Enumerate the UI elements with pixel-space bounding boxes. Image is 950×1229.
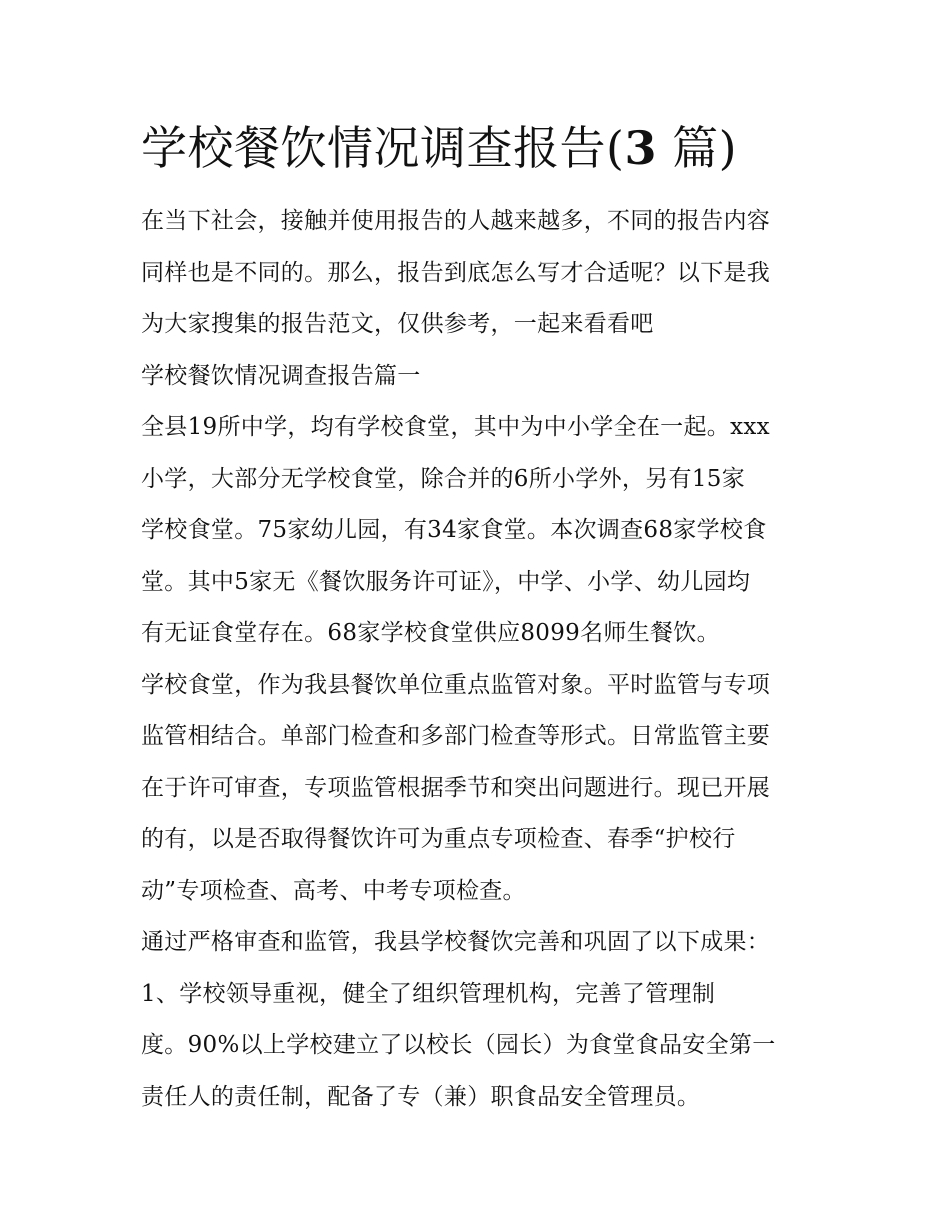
text-line: 学校食堂。75家幼儿园，有34家食堂。本次调查68家学校食 (141, 517, 767, 543)
text-line: 1、学校领导重视，健全了组织管理机构，完善了管理制 (141, 980, 716, 1007)
title-paren-open: ( (606, 121, 625, 175)
text-line: 在于许可审查，专项监管根据季节和突出问题进行。现已开展 (141, 774, 771, 801)
section-heading: 学校餐饮情况调查报告篇一 (141, 362, 421, 389)
text-line: 度。90%以上学校建立了以校长（园长）为食堂食品安全第一 (141, 1032, 776, 1058)
document-body (141, 112, 841, 1123)
title-number: 3 (624, 121, 657, 175)
text-line: 监管相结合。单部门检查和多部门检查等形式。日常监管主要 (141, 723, 771, 749)
title-main: 学校餐饮情况调查报告 (141, 121, 606, 175)
text-line: 学校食堂，作为我县餐饮单位重点监管对象。平时监管与专项 (141, 671, 771, 698)
document-text (141, 196, 841, 1123)
text-line: 动”专项检查、高考、中考专项检查。 (141, 877, 526, 904)
text-line: 为大家搜集的报告范文，仅供参考，一起来看看吧 (141, 311, 654, 337)
text-line: 堂。其中5家无《餐饮服务许可证》，中学、小学、幼儿园均 (141, 568, 751, 595)
text-line: 在当下社会，接触并使用报告的人越来越多，不同的报告内容 (141, 208, 771, 234)
text-line: 同样也是不同的。那么，报告到底怎么写才合适呢？以下是我 (141, 259, 771, 286)
text-line: 小学，大部分无学校食堂，除合并的6所小学外，另有15家 (141, 465, 745, 492)
text-line: 的有，以是否取得餐饮许可为重点专项检查、春季“护校行 (141, 826, 736, 852)
title-tail: 篇) (656, 121, 738, 175)
text-line: 有无证食堂存在。68家学校食堂供应8099名师生餐饮。 (141, 620, 720, 646)
text-line: 通过严格审查和监管，我县学校餐饮完善和巩固了以下成果： (141, 929, 771, 955)
text-line: 责任人的责任制，配备了专（兼）职食品安全管理员。 (141, 1083, 701, 1110)
text-line: 全县19所中学，均有学校食堂，其中为中小学全在一起。xxx (141, 414, 770, 440)
document-title (141, 112, 841, 184)
